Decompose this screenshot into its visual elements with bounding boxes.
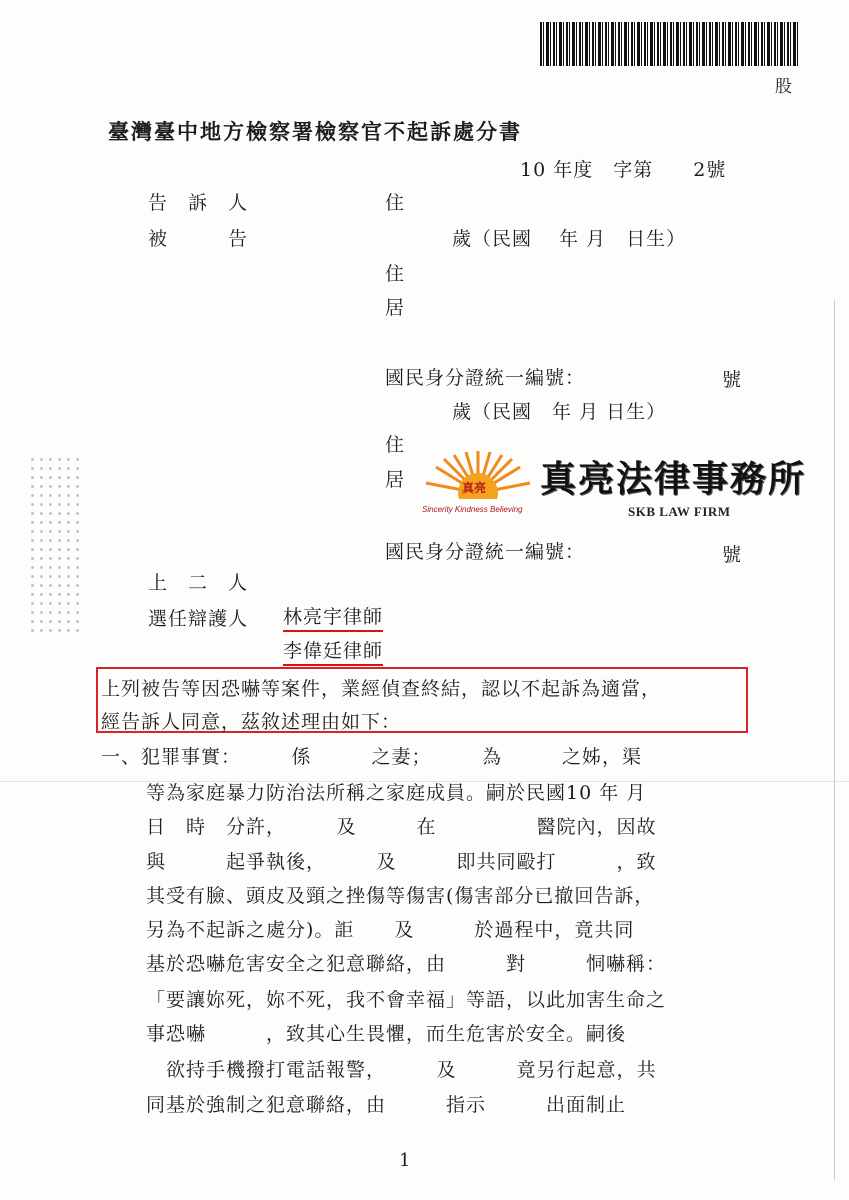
firm-name: 真亮法律事務所: [540, 458, 807, 500]
defendant-label: 被 告: [148, 228, 249, 250]
counsel-2: 李偉廷律師: [283, 636, 383, 666]
intro-line-1: 上列被告等因恐嚇等案件，業經偵查終結，認以不起訴為適當，: [101, 678, 662, 700]
firm-name-english: SKB LAW FIRM: [628, 504, 731, 519]
intro-line-2: 經告訴人同意，茲敘述理由如下：: [101, 711, 402, 733]
counsel-label: 選任辯護人: [148, 608, 249, 630]
defendant-1-id: 國民身分證統一編號：: [385, 367, 586, 389]
body-line: 另為不起訴之處分)。詎 及 於過程中，竟共同: [146, 919, 635, 941]
defendant-2-id: 國民身分證統一編號：: [385, 541, 586, 563]
complainant-label: 告 訴 人: [148, 192, 249, 214]
body-line: 其受有臉、頭皮及頸之挫傷等傷害(傷害部分已撤回告訴，: [146, 885, 655, 907]
law-firm-logo: [422, 449, 842, 524]
scan-edge: [834, 300, 835, 1180]
seal-text: 真亮: [462, 481, 487, 495]
defendant-2-address: 住: [385, 434, 406, 456]
body-line: 基於恐嚇危害安全之犯意聯絡，由 對 恫嚇稱：: [146, 953, 667, 975]
defendant-1-age: 歲（民國 年 月 日生）: [452, 228, 687, 250]
body-line: 與 起爭執後， 及 即共同毆打 ，致: [146, 851, 657, 873]
defendant-2-age: 歲（民國 年 月 日生）: [452, 401, 667, 423]
body-line: 「要讓妳死，妳不死，我不會幸福」等語，以此加害生命之: [146, 989, 667, 1011]
body-line: 欲持手機撥打電話報警， 及 竟另行起意，共: [146, 1059, 657, 1081]
defendant-1-address: 住: [385, 263, 406, 285]
body-line: 事恐嚇 ，致其心生畏懼，而生危害於安全。嗣後: [146, 1023, 627, 1045]
punch-holes-mark: [28, 455, 80, 635]
defendant-1-id-suffix: 號: [722, 369, 743, 391]
defendant-2-residence: 居: [385, 469, 406, 491]
page-number: 1: [399, 1150, 411, 1171]
branch-mark: 股: [775, 77, 793, 97]
scan-fold: [0, 781, 849, 782]
body-line: 同基於強制之犯意聯絡，由 指示 出面制止: [146, 1094, 627, 1116]
document-title: 臺灣臺中地方檢察署檢察官不起訴處分書: [108, 119, 522, 144]
defendant-1-residence: 居: [385, 297, 406, 319]
case-number: 10 年度 字第 2號: [520, 159, 727, 181]
barcode: [540, 22, 798, 66]
body-line: 等為家庭暴力防治法所稱之家庭成員。嗣於民國10 年 月: [146, 782, 647, 804]
complainant-address: 住: [385, 192, 406, 214]
body-line: 日 時 分許， 及 在 醫院內，因故: [146, 816, 657, 838]
section-heading: 一、犯罪事實： 係 之妻； 為 之姊，渠: [101, 746, 643, 768]
logo-motto: Sincerity Kindness Believing: [422, 505, 523, 514]
above-two-label: 上 二 人: [148, 572, 249, 594]
defendant-2-id-suffix: 號: [722, 544, 743, 566]
counsel-1: 林亮宇律師: [283, 602, 383, 632]
